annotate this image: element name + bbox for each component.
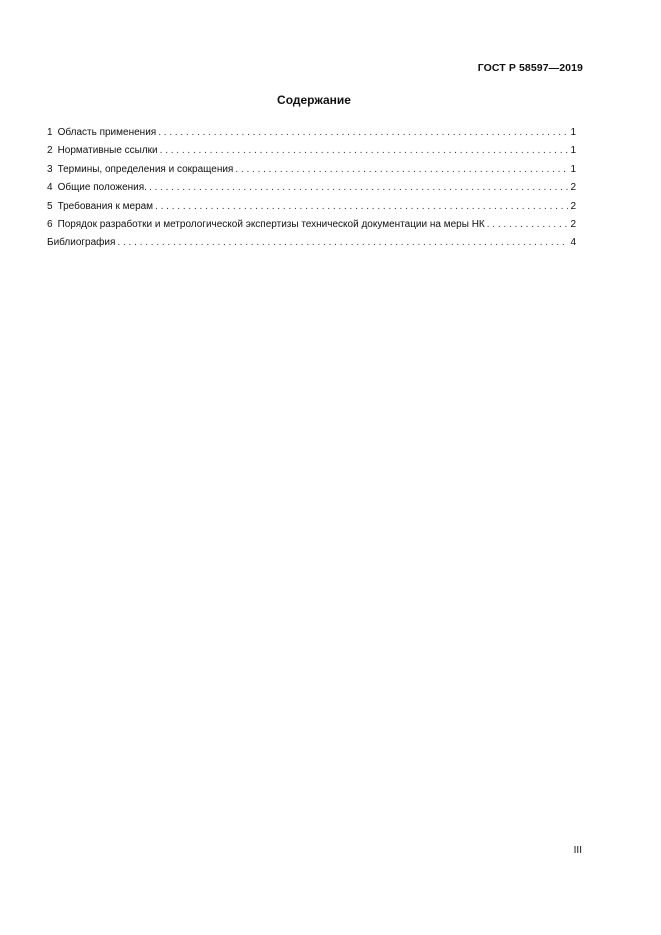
toc-dot-leader <box>160 144 569 157</box>
toc-dot-leader <box>149 181 569 194</box>
toc-item-page: 2 <box>570 182 576 194</box>
toc-item-label <box>47 181 147 194</box>
toc-item-number: 4 <box>47 182 53 194</box>
toc-item-number: 3 <box>47 163 53 175</box>
toc-item-page: 2 <box>570 218 576 230</box>
toc-item-requirements[interactable] <box>47 200 576 218</box>
toc-item-text: Библиография <box>47 237 116 249</box>
toc-item-terms[interactable] <box>47 163 576 181</box>
toc-item-text: Порядок разработки и метрологической экспертизы технической документации на меры НК <box>57 218 485 230</box>
toc-item-page: 2 <box>570 200 576 212</box>
toc-item-text: Требования к мерам <box>57 200 154 212</box>
toc-item-label <box>47 144 158 157</box>
toc-item-normative-references[interactable] <box>47 144 576 162</box>
toc-item-number: 5 <box>47 200 53 212</box>
toc-item-development-procedure[interactable] <box>47 218 576 236</box>
toc-dot-leader <box>487 218 569 231</box>
document-code: ГОСТ Р 58597—2019 <box>477 62 583 74</box>
toc-item-text: Общие положения. <box>57 182 147 194</box>
toc-item-page: 4 <box>570 237 576 249</box>
table-of-contents <box>47 126 576 255</box>
toc-item-label <box>47 126 156 139</box>
toc-item-page: 1 <box>570 163 576 175</box>
toc-item-page: 1 <box>570 145 576 157</box>
page-number: III <box>573 845 582 856</box>
toc-item-number: 2 <box>47 145 53 157</box>
toc-item-number: 6 <box>47 218 53 230</box>
toc-title: Содержание <box>277 93 351 107</box>
toc-item-page: 1 <box>570 127 576 138</box>
toc-item-label <box>47 218 485 231</box>
toc-item-scope[interactable] <box>47 126 576 144</box>
toc-item-text: Термины, определения и сокращения <box>57 163 234 175</box>
toc-item-label <box>47 200 153 213</box>
toc-item-bibliography[interactable] <box>47 236 576 254</box>
toc-item-label <box>47 236 115 249</box>
toc-dot-leader <box>155 200 568 213</box>
toc-dot-leader <box>235 163 568 176</box>
toc-item-number: 1 <box>47 127 53 138</box>
toc-item-label <box>47 163 233 176</box>
toc-item-text: Область применения <box>57 127 157 138</box>
toc-dot-leader <box>158 126 568 139</box>
toc-dot-leader <box>117 236 568 249</box>
toc-item-general-provisions[interactable] <box>47 181 576 199</box>
toc-item-text: Нормативные ссылки <box>57 145 158 157</box>
